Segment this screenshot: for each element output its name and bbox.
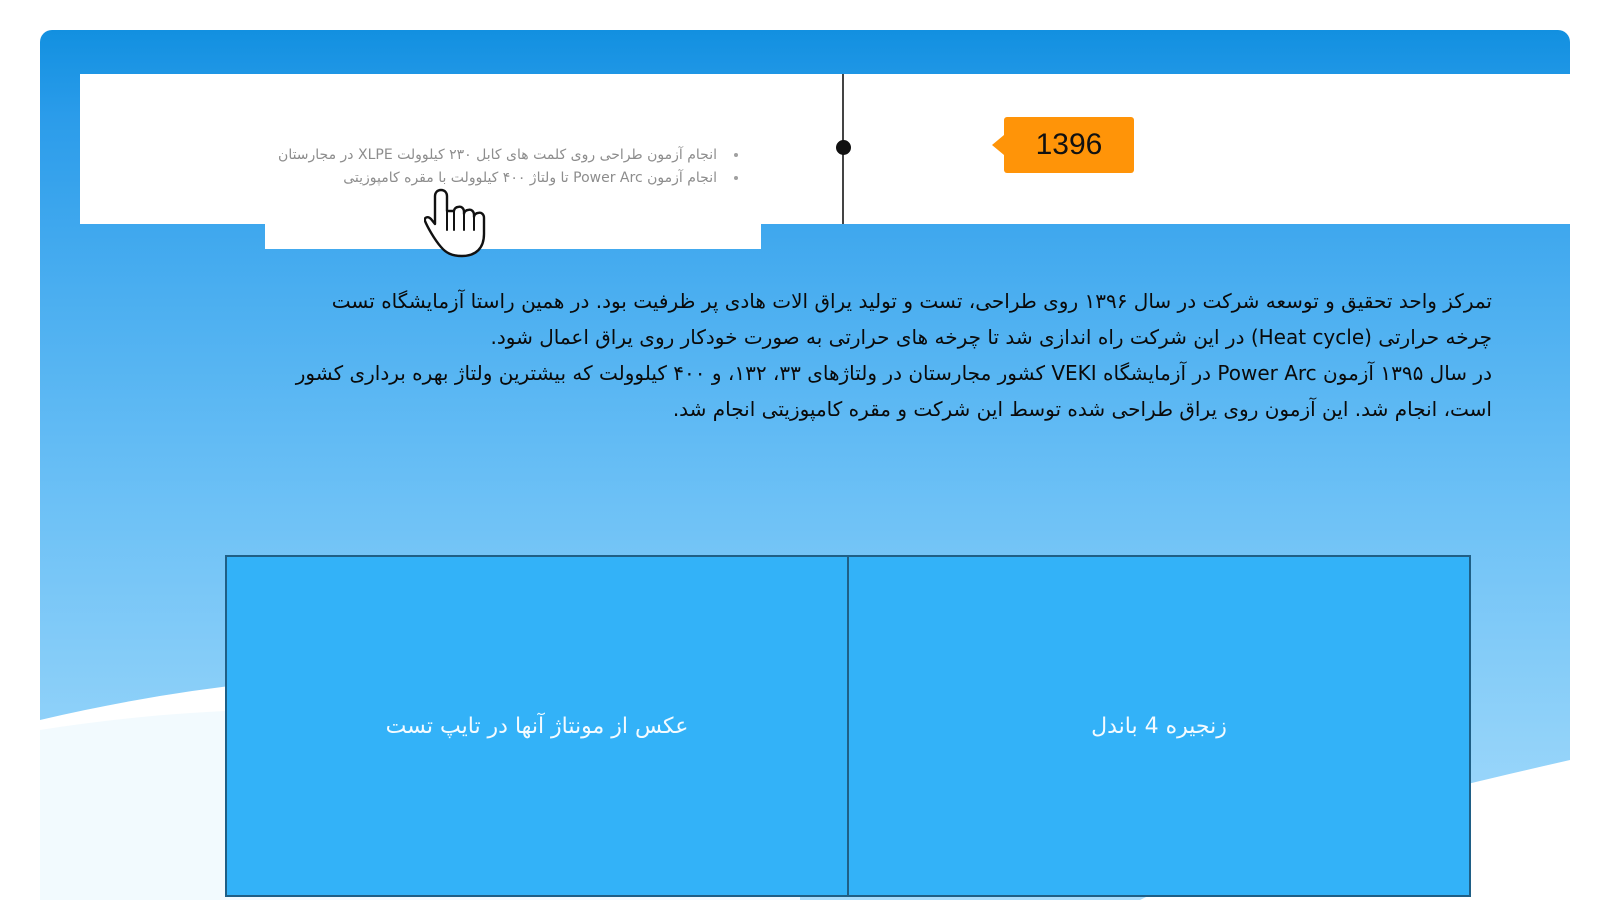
- bundle-chain-box[interactable]: [847, 555, 1471, 897]
- event-item: • انجام آزمون Power Arc تا ولتاژ ۴۰۰ کیلوولت با مقره کامپوزیتی: [265, 167, 723, 190]
- paragraph-power-arc: در سال ۱۳۹۵ آزمون Power Arc در آزمایشگاه VEKI کشور مجارستان در ولتاژهای ۳۳، ۱۳۲، و ۴۰۰ کیلوولت که بیشترین ولتاژ بهره برداری کشور است، انجام شد. این آزمون روی یراق طراحی شده توسط این شرکت و مقره کامپوزیتی انجام شد.: [295, 361, 1492, 421]
- timeline-dot-icon[interactable]: [836, 140, 851, 155]
- hand-pointer-icon: [424, 186, 490, 258]
- event-item: • انجام آزمون طراحی روی کلمت های کابل ۲۳۰ کیلوولت XLPE در مجارستان: [265, 144, 723, 167]
- timeline-event-popup: [265, 132, 761, 249]
- assembly-photo-box[interactable]: [225, 555, 849, 897]
- assembly-photo-label: عکس از مونتاژ آنها در تایپ تست: [385, 713, 689, 739]
- main-text: [280, 283, 1492, 427]
- bundle-chain-label: زنجیره 4 باندل: [1091, 713, 1227, 739]
- paragraph-heat-cycle: تمرکز واحد تحقیق و توسعه شرکت در سال ۱۳۹۶ روی طراحی، تست و تولید یراق الات هادی پر ظرفیت بود. در همین راستا آزمایشگاه تست چرخه حرارتی (Heat cycle) در این شرکت راه اندازی شد تا چرخه های حرارتی به صورت خودکار روی یراق اعمال شود.: [331, 289, 1492, 349]
- year-badge[interactable]: 1396: [1004, 117, 1134, 173]
- event-list: [265, 144, 747, 190]
